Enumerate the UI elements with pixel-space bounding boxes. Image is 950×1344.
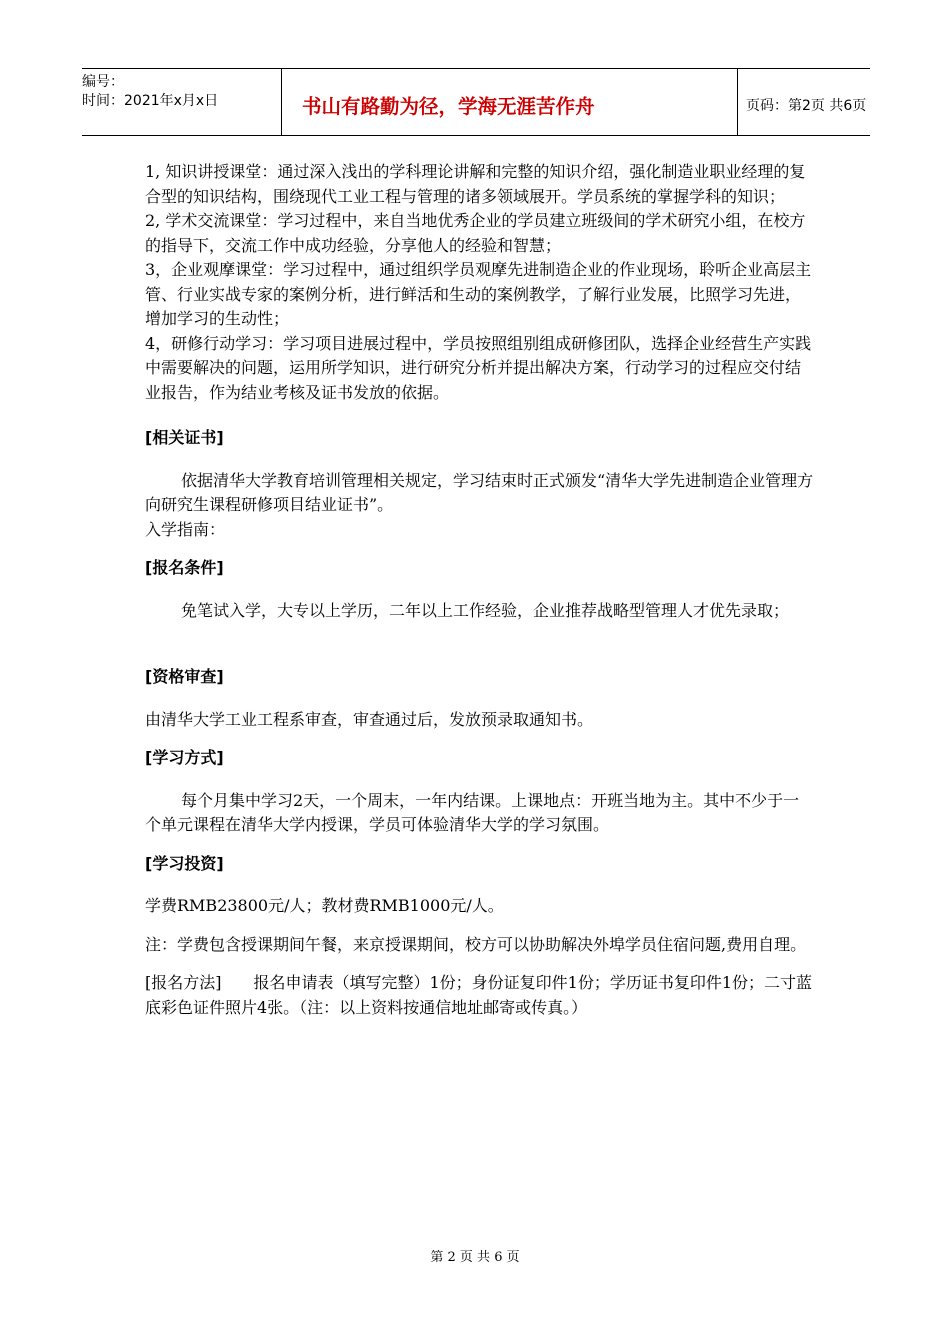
page-header [82,68,870,136]
header-page-info: 页码：第2页 共6页 [746,98,867,114]
study-mode-paragraph: 每个月集中学习2天，一个周末，一年内结课。上课地点：开班当地为主。其中不少于一个单元课程在清华大学内授课，学员可体验清华大学的学习氛围。 [145,790,800,834]
course-item-4: 4，研修行动学习：学习项目进展过程中，学员按照组别组成研修团队，选择企业经营生产实践中需要解决的问题，运用所学知识，进行研究分析并提出解决方案，行动学习的过程应交付结业报告，作为结业考核及证书发放的依据。 [145,333,812,402]
section-heading-requirements: [报名条件] [145,558,224,577]
header-meta-cell [82,69,282,135]
section-heading-review: [资格审查] [145,667,224,686]
section-heading-study-mode: [学习方式] [145,748,224,767]
page-footer: 第 2 页 共 6 页 [430,1250,520,1265]
application-method-paragraph: [报名方法] 报名申请表（填写完整）1份；身份证复印件1份；学历证书复印件1份；二寸蓝底彩色证件照片4张。（注：以上资料按通信地址邮寄或传真。） [145,973,813,1017]
review-paragraph: 由清华大学工业工程系审查，审查通过后，发放预录取通知书。 [145,709,594,729]
date-label: 时间：2021年x月x日 [82,93,219,109]
serial-number-label: 编号： [82,74,124,90]
section-heading-fees: [学习投资] [145,853,224,873]
course-item-2: 2, 学术交流课堂：学习过程中，来自当地优秀企业的学员建立班级间的学术研究小组，在校方的指导下，交流工作中成功经验，分享他人的经验和智慧； [145,211,806,255]
certificate-paragraph: 依据清华大学教育培训管理相关规定，学习结束时正式颁发“清华大学先进制造企业管理方向研究生课程研修项目结业证书”。 [145,470,814,514]
fees-note-paragraph: 注：学费包含授课期间午餐，来京授课期间，校方可以协助解决外埠学员住宿问题,费用自理。 [145,934,807,954]
header-page-cell [738,69,870,135]
document-body [145,160,815,1020]
motto-text: 书山有路勤为径，学海无涯苦作舟 [302,95,595,118]
section-heading-certificate: [相关证书] [145,428,224,447]
requirements-paragraph: 免笔试入学，大专以上学历，二年以上工作经验，企业推荐战略型管理人才优先录取； [181,600,790,620]
fees-paragraph: 学费RMB23800元/人；教材费RMB1000元/人。 [145,896,504,915]
course-item-3: 3，企业观摩课堂：学习过程中，通过组织学员观摩先进制造企业的作业现场，聆听企业高层主管、行业实战专家的案例分析，进行鲜活和生动的案例教学，了解行业发展，比照学习先进，增加学习的生动性； [145,260,812,328]
header-motto-cell [282,69,738,135]
admission-guide-label: 入学指南： [145,519,226,539]
course-item-1: 1, 知识讲授课堂：通过深入浅出的学科理论讲解和完整的知识介绍，强化制造业职业经理的复合型的知识结构，围绕现代工业工程与管理的诸多领域展开。学员系统的掌握学科的知识； [145,162,806,206]
